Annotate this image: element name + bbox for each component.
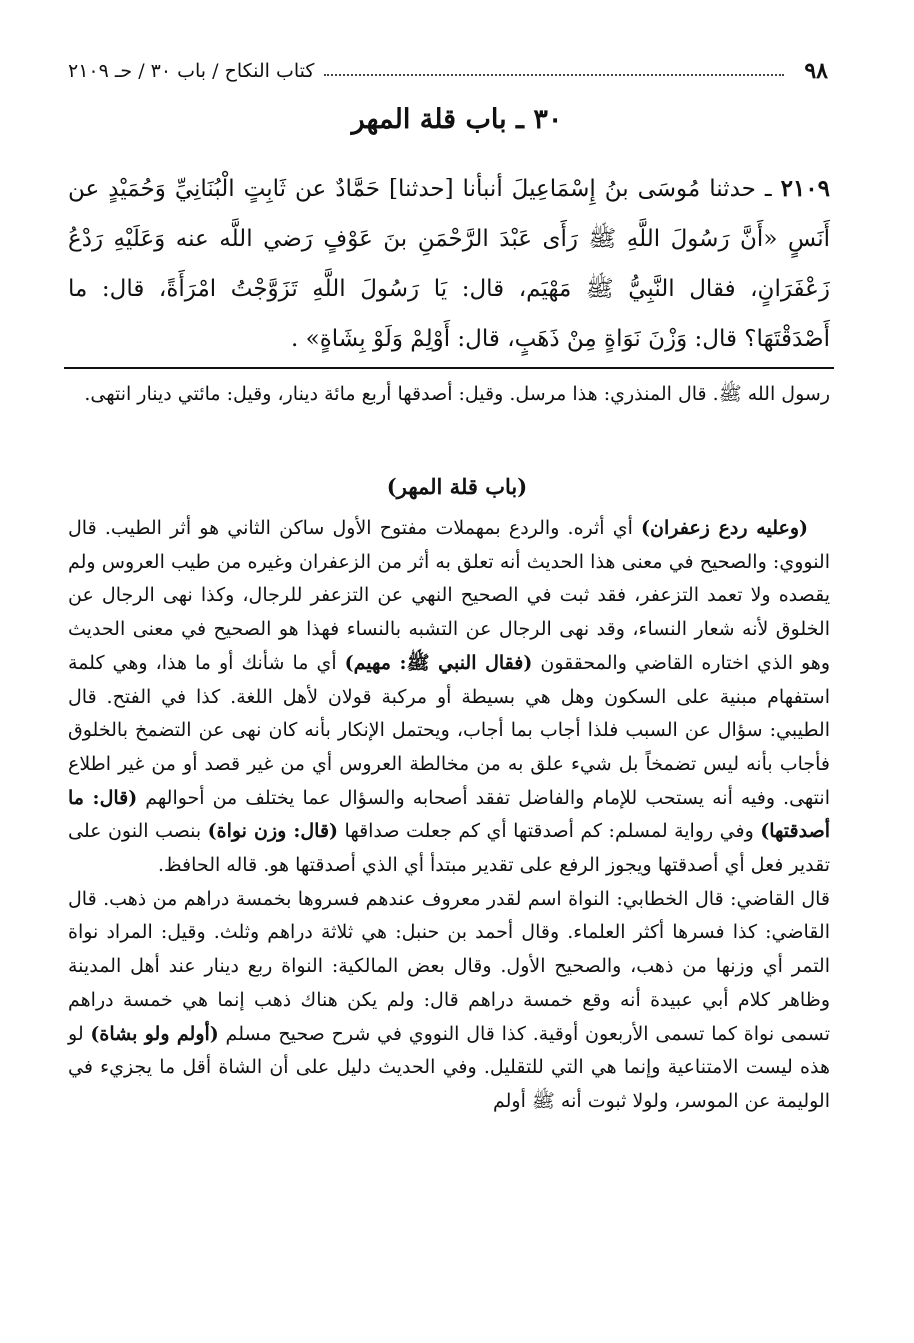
commentary-paragraph xyxy=(68,883,830,1119)
running-title: كتاب النكاح / باب ٣٠ / حـ ٢١٠٩ xyxy=(68,60,315,82)
commentary-lemma: (قال: ما أصدقتها) xyxy=(68,786,830,843)
commentary-text: وفي رواية لمسلم: كم أصدقتها أي كم جعلت صداقها xyxy=(338,820,761,843)
commentary-heading: (باب قلة المهر) xyxy=(386,474,528,499)
commentary-paragraph xyxy=(68,512,830,883)
commentary-lemma: (أولم ولو بشاة) xyxy=(90,1022,219,1045)
commentary-lemma: (فقال النبي ﷺ: مهيم) xyxy=(344,651,533,674)
commentary-text: لو هذه ليست الامتناعية وإنما هي التي للتقليل. وفي الحديث دليل على أن الشاة أقل ما يجزيء في الوليمة عن الموسر، ولولا ثبوت أنه ﷺ أولم xyxy=(68,1022,830,1112)
commentary-text: بنصب النون على تقدير فعل أي أصدقتها ويجوز الرفع على تقدير مبتدأ أي الذي أصدقتها هو. قاله الحافظ. xyxy=(68,820,830,877)
commentary-text: أي ما شأنك أو ما هذا، وهي كلمة استفهام مبنية على السكون وهل هي بسيطة أو مركبة قولان لأهل اللغة. كذا في الفتح. قال الطيبي: سؤال عن السبب فلذا أجاب بما أجاب، ويحتمل الإنكار بأنه كان نهى عن التضمخ بالخلوق فأجاب بأنه ليس تضمخاً بل شيء علق به من مخالطة العروس أي من غير قصد أو من غير اطلاع انتهى. وفيه أنه يستحب للإمام والفاضل تفقد أصحابه والسؤال عما يختلف من أحوالهم xyxy=(68,651,830,809)
hadith-number: ٢١٠٩ xyxy=(780,175,830,202)
hadith-text xyxy=(68,164,830,364)
commentary-lemma: (وعليه ردع زعفران) xyxy=(641,517,808,539)
page-header xyxy=(68,56,828,86)
commentary-lemma: (قال: وزن نواة) xyxy=(207,820,339,843)
commentary-body xyxy=(68,512,830,1119)
footnote-continuation: رسول الله ﷺ. قال المنذري: هذا مرسل. وقيل: أصدقها أربع مائة دينار، وقيل: مائتي دينار انتهى. xyxy=(84,383,830,405)
page-number: ٩٨ xyxy=(804,58,828,84)
hadith-body: ـ حدثنا مُوسَى بنُ إِسْمَاعِيلَ أنبأنا [حدثنا] حَمَّادٌ عن ثَابِتٍ الْبُنَانِيِّ وَحُمَيْدٍ عن أَنَسٍ «أَنَّ رَسُولَ اللَّهِ ﷺ رَأَى عَبْدَ الرَّحْمَنِ بنَ عَوْفٍ رَضي اللَّه عنه وَعَلَيْهِ رَدْعُ زَعْفَرَانٍ، فقال النَّبِيُّ ﷺ مَهْيَم، قال: يَا رَسُولَ اللَّهِ تَزَوَّجْتُ امْرَأَةً، قال: ما أَصْدَقْتَهَا؟ قال: وَزْنَ نَوَاةٍ مِنْ ذَهَبٍ، قال: أَوْلِمْ وَلَوْ بِشَاةٍ» . xyxy=(68,176,830,352)
commentary-text: قال القاضي: قال الخطابي: النواة اسم لقدر معروف عندهم فسروها بخمسة دراهم من ذهب. قال القاضي: كذا فسرها أكثر العلماء. وقال أحمد بن حنبل: هي ثلاثة دراهم وثلث. وقيل: المراد نواة التمر أي وزنها من ذهب، والصحيح الأول. وقال بعض المالكية: النواة ربع دينار عند أهل المدينة وظاهر كلام أبي عبيدة أنه وقع خمسة دراهم قال: ولم يكن هناك ذهب إنما هي خمسة دراهم تسمى نواة كما تسمى الأربعون أوقية. كذا قال النووي في شرح صحيح مسلم xyxy=(68,887,830,1045)
footnote-separator xyxy=(64,367,834,369)
chapter-title: ٣٠ ـ باب قلة المهر xyxy=(351,104,563,135)
header-dotted-leader xyxy=(324,74,784,76)
commentary-text: أي أثره. والردع بمهملات مفتوح الأول ساكن الثاني هو أثر الطيب. قال النووي: والصحيح في معنى هذا الحديث أنه تعلق به أثر من الزعفران وغيره من طيب العروس ولم يقصده ولا تعمد التزعفر، فقد ثبت في الصحيح النهي عن التزعفر للرجال، وكذا نهى الرجال عن الخلوق لأنه شعار النساء، وقد نهى الرجال عن التشبه بالنساء فهذا هو الصحيح في معنى الحديث وهو الذي اختاره القاضي والمحققون xyxy=(68,517,831,674)
